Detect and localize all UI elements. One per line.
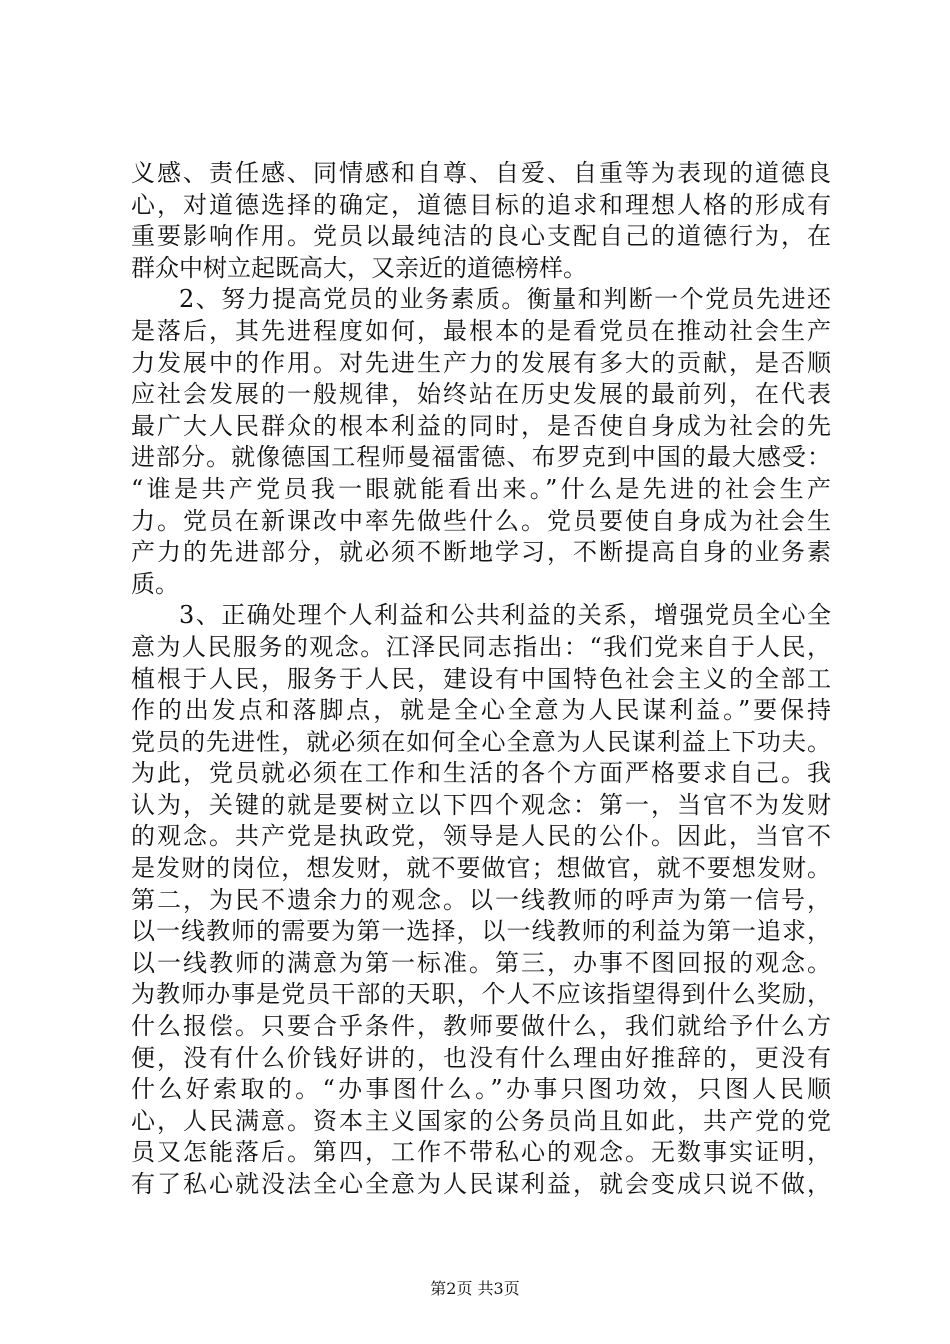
text-line: 进部分。就像德国工程师曼福雷德、布罗克到中国的最大感受： (131, 443, 831, 472)
text-line: 以一线教师的需要为第一选择，以一线教师的利益为第一追求， (131, 917, 831, 946)
text-line: 应社会发展的一般规律，始终站在历史发展的最前列，在代表 (131, 380, 831, 409)
text-line: 便，没有什么价钱好讲的，也没有什么理由好推辞的，更没有 (131, 1043, 831, 1072)
text-line: 的观念。共产党是执政党，领导是人民的公仆。因此，当官不 (131, 822, 831, 851)
text-line: 员又怎能落后。第四，工作不带私心的观念。无数事实证明， (131, 1138, 831, 1167)
text-line: 产力的先进部分，就必须不断地学习，不断提高自身的业务素 (131, 538, 831, 567)
text-line: 2、努力提高党员的业务素质。衡量和判断一个党员先进还 (179, 285, 831, 314)
text-line: 以一线教师的满意为第一标准。第三，办事不图回报的观念。 (131, 948, 831, 977)
text-line: 质。 (131, 569, 179, 598)
text-line: 群众中树立起既高大，又亲近的道德榜样。 (131, 253, 587, 282)
page-number-label: 第2页 共3页 (430, 1279, 520, 1298)
document-body (131, 158, 831, 1201)
text-line: 是发财的岗位，想发财，就不要做官；想做官，就不要想发财。 (131, 854, 831, 883)
text-line: 力。党员在新课改中率先做些什么。党员要使自身成为社会生 (131, 506, 831, 535)
text-line: 什么好索取的。“办事图什么。”办事只图功效，只图人民顺 (131, 1075, 831, 1104)
text-line: 力发展中的作用。对先进生产力的发展有多大的贡献，是否顺 (131, 348, 831, 377)
text-line: 作的出发点和落脚点，就是全心全意为人民谋利益。”要保持 (131, 696, 831, 725)
text-line: “谁是共产党员我一眼就能看出来。”什么是先进的社会生产 (131, 474, 831, 503)
text-line: 什么报偿。只要合乎条件，教师要做什么，我们就给予什么方 (131, 1012, 831, 1041)
text-line: 植根于人民，服务于人民，建设有中国特色社会主义的全部工 (131, 664, 831, 693)
text-line: 意为人民服务的观念。江泽民同志指出：“我们党来自于人民， (131, 632, 831, 661)
text-line: 党员的先进性，就必须在如何全心全意为人民谋利益上下功夫。 (131, 727, 831, 756)
text-line: 义感、责任感、同情感和自尊、自爱、自重等为表现的道德良 (131, 159, 831, 187)
text-line: 第二，为民不遗余力的观念。以一线教师的呼声为第一信号， (131, 885, 831, 914)
text-line: 最广大人民群众的根本利益的同时，是否使自身成为社会的先 (131, 411, 831, 440)
paragraph-1 (131, 158, 831, 284)
text-line: 心，对道德选择的确定，道德目标的追求和理想人格的形成有 (131, 190, 831, 219)
text-line: 认为，关键的就是要树立以下四个观念：第一，当官不为发财 (131, 790, 831, 819)
text-line: 有了私心就没法全心全意为人民谋利益，就会变成只说不做， (131, 1170, 831, 1198)
text-line: 心，人民满意。资本主义国家的公务员尚且如此，共产党的党 (131, 1106, 831, 1135)
text-line: 是落后，其先进程度如何，最根本的是看党员在推动社会生产 (131, 316, 831, 345)
text-line: 重要影响作用。党员以最纯洁的良心支配自己的道德行为，在 (131, 222, 831, 251)
text-line: 为此，党员就必须在工作和生活的各个方面严格要求自己。我 (131, 759, 831, 788)
text-line: 3、正确处理个人利益和公共利益的关系，增强党员全心全 (179, 601, 831, 630)
page-footer (0, 1276, 950, 1299)
paragraph-3 (131, 600, 831, 1200)
paragraph-2 (131, 284, 831, 600)
text-line: 为教师办事是党员干部的天职，个人不应该指望得到什么奖励， (131, 980, 831, 1009)
